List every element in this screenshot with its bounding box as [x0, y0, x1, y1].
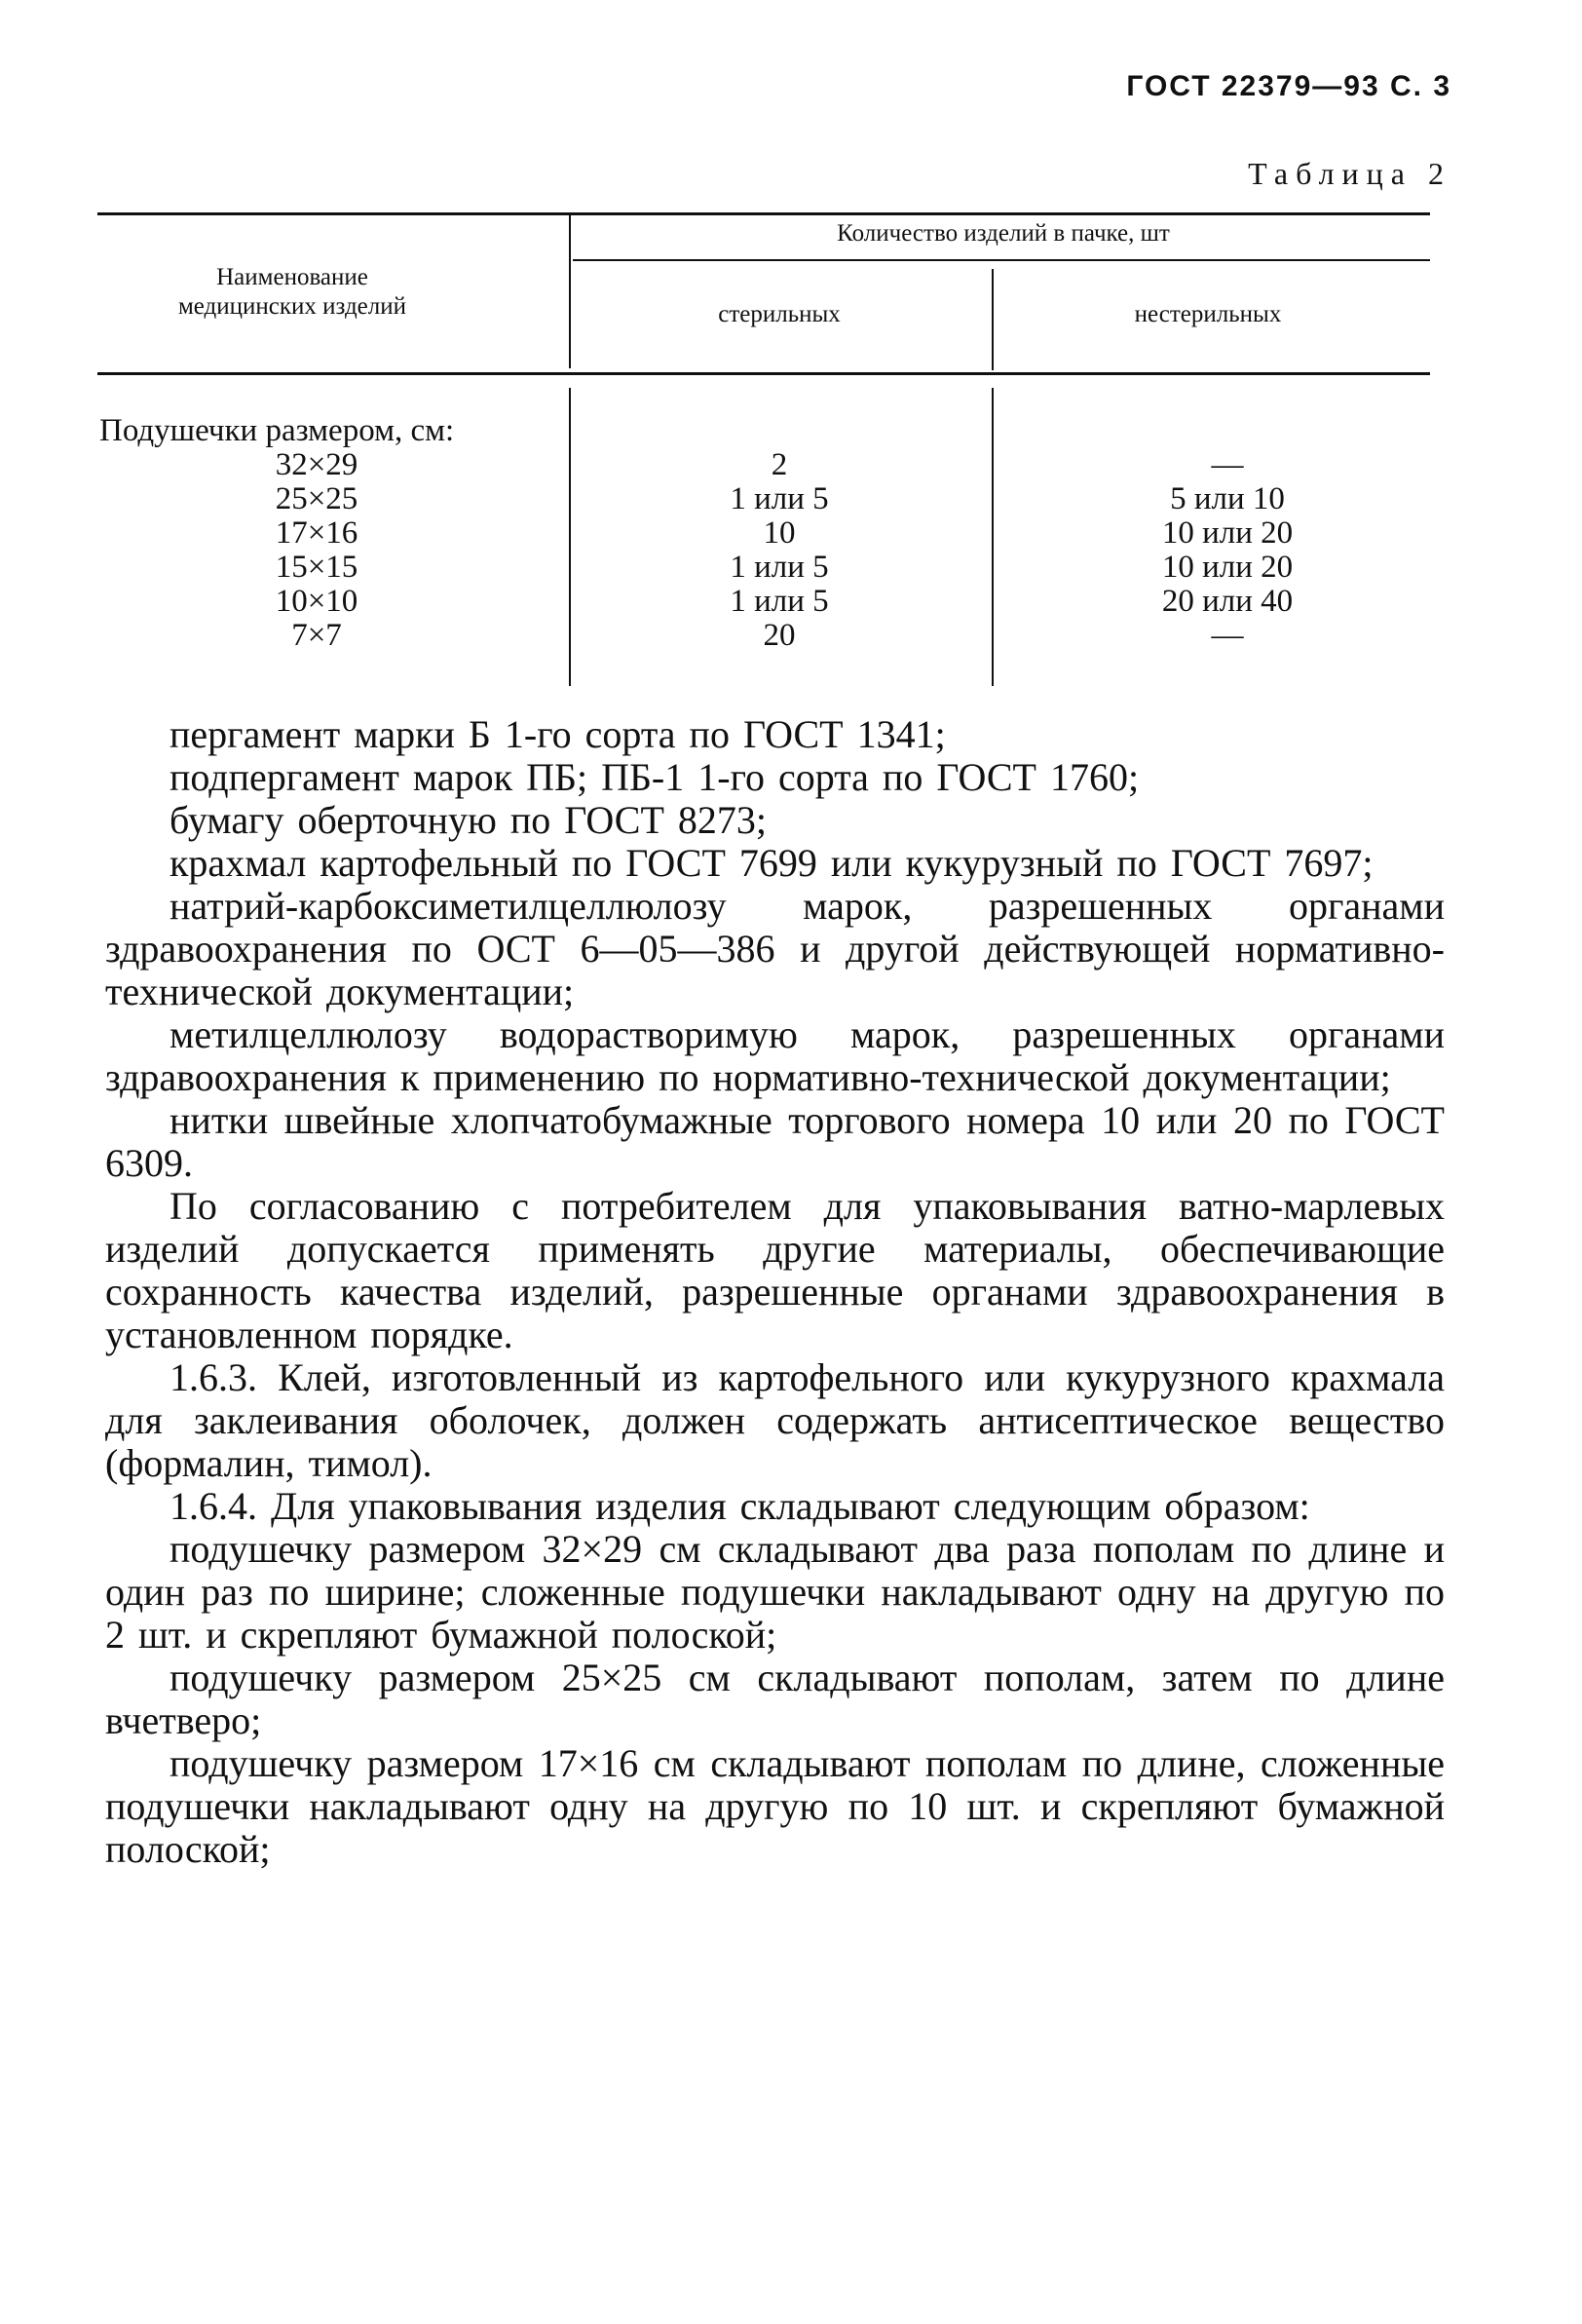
paragraph: 1.6.3. Клей, изготовленный из картофельного или кукурузного крахмала для заклеивания оболочек, должен содержать антисептическое вещество (формалин, тимол). [105, 1355, 1445, 1485]
table-cell-nonsterile: 10 или 20 [1161, 515, 1294, 551]
paragraph: крахмал картофельный по ГОСТ 7699 или кукурузный по ГОСТ 7697; [170, 841, 1374, 885]
table-body-divider-name-col [569, 388, 571, 686]
body-text [105, 713, 1445, 1871]
table-header-group: Количество изделий в пачке, шт [837, 220, 1170, 247]
table-cell-sterile: 2 [771, 447, 788, 482]
table-cell-nonsterile: 5 или 10 [1170, 481, 1285, 516]
paragraph: подушечку размером 32×29 см складывают два раза пополам по длине и один раз по ширине; сложенные подушечки накладывают одну на другую по 2 шт. и скрепляют бумажной полоской; [105, 1527, 1445, 1657]
paragraph: подушечку размером 25×25 см складывают пополам, затем по длине вчетверо; [105, 1656, 1445, 1742]
table-cell-size: 17×16 [275, 515, 358, 551]
table-caption: Таблица 2 [1248, 156, 1451, 191]
table-name-column [99, 414, 534, 653]
table-group-underline [573, 259, 1430, 261]
table-cell-size: 10×10 [275, 584, 358, 619]
table-sterile-column [623, 448, 935, 653]
paragraph: бумагу оберточную по ГОСТ 8273; [170, 798, 768, 842]
paragraph: нитки швейные хлопчатобумажные торгового номера 10 или 20 по ГОСТ 6309. [105, 1098, 1445, 1185]
table-cell-size: 25×25 [275, 481, 358, 516]
paragraph: подушечку размером 17×16 см складывают пополам по длине, сложенные подушечки накладывают одну на другую по 10 шт. и скрепляют бумажной полоской; [105, 1741, 1445, 1871]
paragraph: 1.6.4. Для упаковывания изделия складывают следующим образом: [170, 1484, 1310, 1528]
paragraph: пергамент марки Б 1-го сорта по ГОСТ 1341; [170, 712, 946, 756]
table-group-label: Подушечки размером, см: [99, 413, 455, 448]
table-header-name: Наименование медицинских изделий [177, 264, 407, 320]
table-cell-sterile: 1 или 5 [730, 584, 829, 619]
table-cell-nonsterile: 10 или 20 [1161, 550, 1294, 585]
table-cell-size: 15×15 [275, 550, 358, 585]
table-header-nonsterile: нестерильных [1134, 301, 1282, 327]
table-cell-size: 32×29 [275, 447, 358, 482]
paragraph: натрий-карбоксиметилцеллюлозу марок, разрешенных органами здравоохранения по ОСТ 6—05—386 и другой действующей нормативно-технической документации; [105, 884, 1445, 1013]
paragraph: подпергамент марок ПБ; ПБ-1 1-го сорта по ГОСТ 1760; [170, 755, 1140, 799]
table-body-divider-sterile-col [992, 388, 994, 686]
table-top-rule [97, 212, 1430, 215]
table-cell-nonsterile: — [1211, 447, 1244, 482]
table-divider-sterile-col [992, 269, 994, 370]
table-cell-size: 7×7 [291, 618, 342, 653]
table-header-sterile: стерильных [718, 301, 841, 327]
table-cell-sterile: 20 [763, 618, 796, 653]
table-header-bottom-rule [97, 372, 1430, 375]
table-nonsterile-column [1072, 448, 1383, 653]
table-cell-nonsterile: 20 или 40 [1161, 584, 1294, 619]
table-cell-sterile: 1 или 5 [730, 481, 829, 516]
table-divider-name-col [569, 212, 571, 368]
paragraph: метилцеллюлозу водорастворимую марок, разрешенных органами здравоохранения к применению по нормативно-технической документации; [105, 1012, 1445, 1099]
table-cell-sterile: 10 [763, 515, 796, 551]
table-cell-sterile: 1 или 5 [730, 550, 829, 585]
table-cell-nonsterile: — [1211, 618, 1244, 653]
paragraph: По согласованию с потребителем для упаковывания ватно-марлевых изделий допускается применять другие материалы, обеспечивающие сохранность качества изделий, разрешенные органами здравоохранения в установленном порядке. [105, 1184, 1445, 1356]
page-header: ГОСТ 22379—93 С. 3 [1126, 70, 1451, 102]
